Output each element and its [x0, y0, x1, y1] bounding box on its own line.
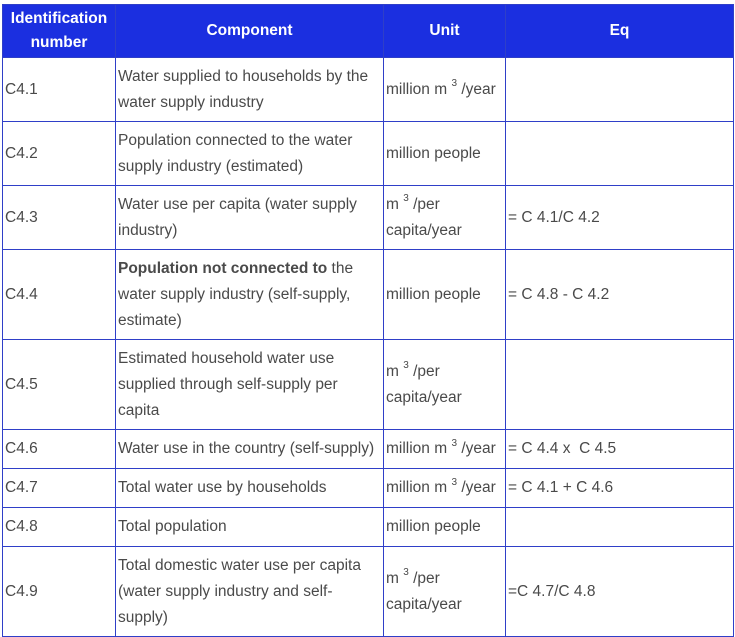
unit-text: /per capita/year [386, 569, 462, 613]
row-eq: = C 4.1/C 4.2 [506, 186, 734, 250]
unit-text: million m [386, 479, 448, 496]
unit-text: /per capita/year [386, 195, 462, 239]
unit-text: m [386, 362, 399, 380]
row-id: C4.4 [3, 250, 116, 340]
row-unit [384, 340, 506, 430]
table-row [3, 186, 734, 250]
row-eq [506, 340, 734, 430]
unit-superscript: 3 [403, 193, 409, 205]
row-component: Total domestic water use per capita (water supply industry and self-supply) [116, 547, 384, 637]
row-component: Water supplied to households by the water supply industry [116, 58, 384, 122]
row-unit [384, 186, 506, 250]
row-id: C4.2 [3, 122, 116, 186]
row-unit [384, 430, 506, 469]
table-row [3, 58, 734, 122]
unit-text: /year [461, 440, 496, 457]
table-row [3, 508, 734, 547]
unit-text: /year [461, 80, 496, 98]
table-row [3, 122, 734, 186]
unit-superscript: 3 [451, 437, 458, 449]
table-row [3, 469, 734, 508]
row-eq: = C 4.4 x C 4.5 [506, 430, 734, 469]
unit-superscript: 3 [451, 476, 458, 488]
unit-text: m [386, 195, 399, 213]
unit-text: million m [386, 440, 448, 457]
row-unit: million people [384, 250, 506, 340]
table-row [3, 250, 734, 340]
row-id: C4.6 [3, 430, 116, 469]
row-unit [384, 547, 506, 637]
row-unit [384, 58, 506, 122]
water-use-table [2, 4, 734, 637]
row-component [116, 250, 384, 340]
table-row [3, 430, 734, 469]
unit-text: m [386, 569, 399, 587]
row-eq [506, 122, 734, 186]
row-id: C4.8 [3, 508, 116, 547]
row-unit: million people [384, 122, 506, 186]
row-id: C4.1 [3, 58, 116, 122]
row-eq: =C 4.7/C 4.8 [506, 547, 734, 637]
unit-text: /per capita/year [386, 362, 462, 406]
row-unit [384, 469, 506, 508]
row-eq [506, 58, 734, 122]
unit-superscript: 3 [451, 78, 458, 90]
unit-text: /year [461, 479, 496, 496]
header-identification-number: Identification number [3, 5, 116, 58]
row-component: Water use per capita (water supply industry) [116, 186, 384, 250]
table-row [3, 340, 734, 430]
component-bold-text: Population not connected to [118, 259, 328, 277]
row-unit: million people [384, 508, 506, 547]
unit-text: million m [386, 80, 448, 98]
unit-superscript: 3 [403, 360, 409, 372]
row-component: Water use in the country (self-supply) [116, 430, 384, 469]
header-unit: Unit [384, 5, 506, 58]
row-component: Estimated household water use supplied through self-supply per capita [116, 340, 384, 430]
row-eq [506, 508, 734, 547]
row-id: C4.3 [3, 186, 116, 250]
row-id: C4.9 [3, 547, 116, 637]
row-id: C4.5 [3, 340, 116, 430]
unit-superscript: 3 [403, 567, 409, 579]
table-header-row [3, 5, 734, 58]
row-eq: = C 4.8 - C 4.2 [506, 250, 734, 340]
row-component: Total population [116, 508, 384, 547]
row-eq: = C 4.1 + C 4.6 [506, 469, 734, 508]
header-eq: Eq [506, 5, 734, 58]
row-component: Total water use by households [116, 469, 384, 508]
header-component: Component [116, 5, 384, 58]
row-id: C4.7 [3, 469, 116, 508]
table-row [3, 547, 734, 637]
row-component: Population connected to the water supply industry (estimated) [116, 122, 384, 186]
component-text: the water supply industry (self-supply, estimate) [118, 259, 354, 329]
